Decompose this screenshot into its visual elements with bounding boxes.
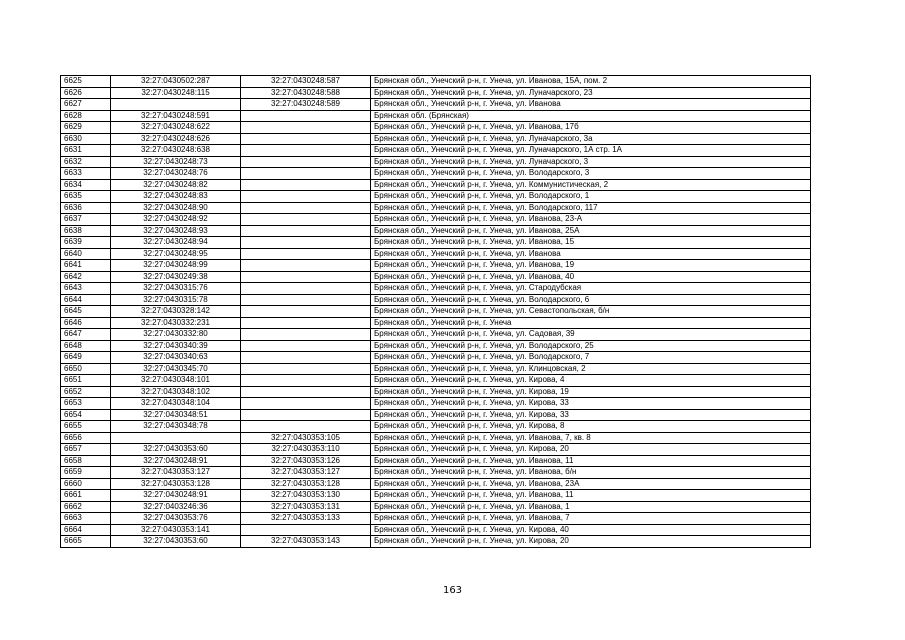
cadastral-number-cell: 32:27:0430348:102 [111, 386, 241, 398]
cadastral-number-cell: 32:27:0430345:70 [111, 363, 241, 375]
cadastral-number-cell: 32:27:0430315:78 [111, 294, 241, 306]
cadastral-registry-table [60, 75, 811, 548]
row-number-cell: 6662 [61, 501, 111, 513]
related-cadastral-number-cell [241, 409, 371, 421]
table-row [61, 352, 811, 364]
row-number-cell: 6644 [61, 294, 111, 306]
table-row [61, 375, 811, 387]
row-number-cell: 6630 [61, 133, 111, 145]
related-cadastral-number-cell [241, 294, 371, 306]
cadastral-number-cell: 32:27:0430353:60 [111, 444, 241, 456]
related-cadastral-number-cell: 32:27:0430353:128 [241, 478, 371, 490]
table-row [61, 536, 811, 548]
related-cadastral-number-cell [241, 122, 371, 134]
related-cadastral-number-cell [241, 168, 371, 180]
row-number-cell: 6660 [61, 478, 111, 490]
row-number-cell: 6651 [61, 375, 111, 387]
table-row [61, 409, 811, 421]
cadastral-number-cell: 32:27:0430348:78 [111, 421, 241, 433]
row-number-cell: 6634 [61, 179, 111, 191]
address-cell: Брянская обл., Унечский р-н, г. Унеча, ул. Клинцовская, 2 [371, 363, 811, 375]
cadastral-number-cell: 32:27:0430248:93 [111, 225, 241, 237]
address-cell: Брянская обл., Унечский р-н, г. Унеча, ул. Володарского, 1 [371, 191, 811, 203]
related-cadastral-number-cell: 32:27:0430353:143 [241, 536, 371, 548]
table-row [61, 478, 811, 490]
row-number-cell: 6637 [61, 214, 111, 226]
table-row [61, 306, 811, 318]
table-row [61, 76, 811, 88]
related-cadastral-number-cell [241, 237, 371, 249]
row-number-cell: 6632 [61, 156, 111, 168]
cadastral-number-cell: 32:27:0430353:141 [111, 524, 241, 536]
related-cadastral-number-cell [241, 260, 371, 272]
address-cell: Брянская обл., Унечский р-н, г. Унеча, ул. Луначарского, 3 [371, 156, 811, 168]
table-row [61, 110, 811, 122]
cadastral-number-cell: 32:27:0430332:231 [111, 317, 241, 329]
related-cadastral-number-cell [241, 271, 371, 283]
cadastral-number-cell: 32:27:0430348:104 [111, 398, 241, 410]
address-cell: Брянская обл., Унечский р-н, г. Унеча, ул. Иванова, 25А [371, 225, 811, 237]
row-number-cell: 6654 [61, 409, 111, 421]
cadastral-number-cell: 32:27:0430315:76 [111, 283, 241, 295]
table-row [61, 191, 811, 203]
registry-table-body [61, 76, 811, 548]
related-cadastral-number-cell [241, 191, 371, 203]
cadastral-number-cell [111, 99, 241, 111]
row-number-cell: 6628 [61, 110, 111, 122]
table-row [61, 271, 811, 283]
row-number-cell: 6657 [61, 444, 111, 456]
related-cadastral-number-cell [241, 386, 371, 398]
address-cell: Брянская обл., Унечский р-н, г. Унеча, ул. Садовая, 39 [371, 329, 811, 341]
address-cell: Брянская обл., Унечский р-н, г. Унеча, ул. Иванова, 15 [371, 237, 811, 249]
related-cadastral-number-cell: 32:27:0430353:110 [241, 444, 371, 456]
address-cell: Брянская обл., Унечский р-н, г. Унеча, ул. Иванова, 11 [371, 455, 811, 467]
related-cadastral-number-cell: 32:27:0430353:133 [241, 513, 371, 525]
cadastral-number-cell: 32:27:0430328:142 [111, 306, 241, 318]
table-row [61, 467, 811, 479]
row-number-cell: 6635 [61, 191, 111, 203]
related-cadastral-number-cell [241, 421, 371, 433]
cadastral-number-cell: 32:27:0430248:94 [111, 237, 241, 249]
table-row [61, 225, 811, 237]
cadastral-number-cell [111, 432, 241, 444]
table-row [61, 444, 811, 456]
cadastral-number-cell: 32:27:0430248:90 [111, 202, 241, 214]
table-row [61, 501, 811, 513]
table-row [61, 513, 811, 525]
table-row [61, 145, 811, 157]
row-number-cell: 6647 [61, 329, 111, 341]
row-number-cell: 6658 [61, 455, 111, 467]
row-number-cell: 6646 [61, 317, 111, 329]
table-row [61, 237, 811, 249]
related-cadastral-number-cell [241, 398, 371, 410]
cadastral-number-cell: 32:27:0430340:39 [111, 340, 241, 352]
related-cadastral-number-cell: 32:27:0430353:131 [241, 501, 371, 513]
address-cell: Брянская обл., Унечский р-н, г. Унеча, ул. Иванова [371, 248, 811, 260]
row-number-cell: 6626 [61, 87, 111, 99]
table-row [61, 248, 811, 260]
table-row [61, 363, 811, 375]
related-cadastral-number-cell [241, 248, 371, 260]
address-cell: Брянская обл., Унечский р-н, г. Унеча, ул. Кирова, 40 [371, 524, 811, 536]
row-number-cell: 6638 [61, 225, 111, 237]
related-cadastral-number-cell [241, 225, 371, 237]
address-cell: Брянская обл., Унечский р-н, г. Унеча, ул. Володарского, 3 [371, 168, 811, 180]
address-cell: Брянская обл., Унечский р-н, г. Унеча, ул. Кирова, 20 [371, 444, 811, 456]
address-cell: Брянская обл., Унечский р-н, г. Унеча, ул. Иванова, 23-А [371, 214, 811, 226]
address-cell: Брянская обл., Унечский р-н, г. Унеча, ул. Кирова, 33 [371, 409, 811, 421]
cadastral-number-cell: 32:27:0430348:101 [111, 375, 241, 387]
table-row [61, 398, 811, 410]
cadastral-number-cell: 32:27:0430248:95 [111, 248, 241, 260]
cadastral-number-cell: 32:27:0430248:92 [111, 214, 241, 226]
table-row [61, 283, 811, 295]
row-number-cell: 6655 [61, 421, 111, 433]
row-number-cell: 6664 [61, 524, 111, 536]
row-number-cell: 6636 [61, 202, 111, 214]
table-row [61, 386, 811, 398]
table-row [61, 294, 811, 306]
row-number-cell: 6627 [61, 99, 111, 111]
row-number-cell: 6648 [61, 340, 111, 352]
row-number-cell: 6625 [61, 76, 111, 88]
related-cadastral-number-cell: 32:27:0430353:130 [241, 490, 371, 502]
table-row [61, 524, 811, 536]
related-cadastral-number-cell [241, 340, 371, 352]
related-cadastral-number-cell: 32:27:0430353:126 [241, 455, 371, 467]
table-row [61, 329, 811, 341]
cadastral-number-cell: 32:27:0430502:287 [111, 76, 241, 88]
row-number-cell: 6639 [61, 237, 111, 249]
related-cadastral-number-cell [241, 145, 371, 157]
related-cadastral-number-cell [241, 317, 371, 329]
address-cell: Брянская обл., Унечский р-н, г. Унеча, ул. Кирова, 20 [371, 536, 811, 548]
related-cadastral-number-cell [241, 329, 371, 341]
related-cadastral-number-cell: 32:27:0430353:105 [241, 432, 371, 444]
address-cell: Брянская обл., Унечский р-н, г. Унеча, ул. Севастопольская, б/н [371, 306, 811, 318]
related-cadastral-number-cell: 32:27:0430248:588 [241, 87, 371, 99]
cadastral-number-cell: 32:27:0430248:622 [111, 122, 241, 134]
cadastral-number-cell: 32:27:0430248:626 [111, 133, 241, 145]
cadastral-number-cell: 32:27:0430248:638 [111, 145, 241, 157]
address-cell: Брянская обл., Унечский р-н, г. Унеча, ул. Иванова [371, 99, 811, 111]
cadastral-number-cell: 32:27:0430353:128 [111, 478, 241, 490]
table-row [61, 168, 811, 180]
table-row [61, 340, 811, 352]
address-cell: Брянская обл., Унечский р-н, г. Унеча, ул. Иванова, 40 [371, 271, 811, 283]
related-cadastral-number-cell [241, 352, 371, 364]
related-cadastral-number-cell [241, 375, 371, 387]
address-cell: Брянская обл., Унечский р-н, г. Унеча, ул. Володарского, 117 [371, 202, 811, 214]
cadastral-number-cell: 32:27:0430248:591 [111, 110, 241, 122]
address-cell: Брянская обл., Унечский р-н, г. Унеча, ул. Иванова, б/н [371, 467, 811, 479]
cadastral-number-cell: 32:27:0430248:76 [111, 168, 241, 180]
related-cadastral-number-cell [241, 133, 371, 145]
cadastral-number-cell: 32:27:0430332:80 [111, 329, 241, 341]
related-cadastral-number-cell [241, 202, 371, 214]
row-number-cell: 6653 [61, 398, 111, 410]
table-row [61, 156, 811, 168]
row-number-cell: 6649 [61, 352, 111, 364]
table-row [61, 87, 811, 99]
row-number-cell: 6642 [61, 271, 111, 283]
row-number-cell: 6661 [61, 490, 111, 502]
row-number-cell: 6633 [61, 168, 111, 180]
address-cell: Брянская обл., Унечский р-н, г. Унеча, ул. Луначарского, 1А стр. 1А [371, 145, 811, 157]
cadastral-number-cell: 32:27:0430248:115 [111, 87, 241, 99]
address-cell: Брянская обл., Унечский р-н, г. Унеча, ул. Иванова, 7, кв. 8 [371, 432, 811, 444]
table-row [61, 99, 811, 111]
related-cadastral-number-cell [241, 283, 371, 295]
row-number-cell: 6643 [61, 283, 111, 295]
address-cell: Брянская обл., Унечский р-н, г. Унеча, ул. Иванова, 15А, пом. 2 [371, 76, 811, 88]
row-number-cell: 6656 [61, 432, 111, 444]
address-cell: Брянская обл., Унечский р-н, г. Унеча, ул. Кирова, 4 [371, 375, 811, 387]
row-number-cell: 6650 [61, 363, 111, 375]
related-cadastral-number-cell [241, 110, 371, 122]
address-cell: Брянская обл., Унечский р-н, г. Унеча, ул. Иванова, 23А [371, 478, 811, 490]
table-row [61, 432, 811, 444]
address-cell: Брянская обл., Унечский р-н, г. Унеча, ул. Иванова, 11 [371, 490, 811, 502]
table-row [61, 179, 811, 191]
row-number-cell: 6640 [61, 248, 111, 260]
related-cadastral-number-cell [241, 524, 371, 536]
table-row [61, 122, 811, 134]
row-number-cell: 6663 [61, 513, 111, 525]
related-cadastral-number-cell: 32:27:0430248:587 [241, 76, 371, 88]
row-number-cell: 6665 [61, 536, 111, 548]
cadastral-number-cell: 32:27:0430340:63 [111, 352, 241, 364]
address-cell: Брянская обл., Унечский р-н, г. Унеча, ул. Стародубская [371, 283, 811, 295]
row-number-cell: 6645 [61, 306, 111, 318]
related-cadastral-number-cell [241, 363, 371, 375]
address-cell: Брянская обл., Унечский р-н, г. Унеча [371, 317, 811, 329]
related-cadastral-number-cell [241, 179, 371, 191]
related-cadastral-number-cell [241, 214, 371, 226]
cadastral-number-cell: 32:27:0430248:73 [111, 156, 241, 168]
cadastral-number-cell: 32:27:0430353:76 [111, 513, 241, 525]
address-cell: Брянская обл., Унечский р-н, г. Унеча, ул. Кирова, 8 [371, 421, 811, 433]
cadastral-number-cell: 32:27:0430248:99 [111, 260, 241, 272]
table-row [61, 214, 811, 226]
address-cell: Брянская обл., Унечский р-н, г. Унеча, ул. Коммунистическая, 2 [371, 179, 811, 191]
cadastral-number-cell: 32:27:0430348:51 [111, 409, 241, 421]
table-row [61, 260, 811, 272]
address-cell: Брянская обл., Унечский р-н, г. Унеча, ул. Иванова, 19 [371, 260, 811, 272]
address-cell: Брянская обл., Унечский р-н, г. Унеча, ул. Луначарского, 3а [371, 133, 811, 145]
table-row [61, 455, 811, 467]
address-cell: Брянская обл. (Брянская) [371, 110, 811, 122]
address-cell: Брянская обл., Унечский р-н, г. Унеча, ул. Кирова, 19 [371, 386, 811, 398]
cadastral-number-cell: 32:27:0403246:36 [111, 501, 241, 513]
row-number-cell: 6629 [61, 122, 111, 134]
related-cadastral-number-cell [241, 156, 371, 168]
related-cadastral-number-cell: 32:27:0430248:589 [241, 99, 371, 111]
related-cadastral-number-cell: 32:27:0430353:127 [241, 467, 371, 479]
address-cell: Брянская обл., Унечский р-н, г. Унеча, ул. Володарского, 25 [371, 340, 811, 352]
address-cell: Брянская обл., Унечский р-н, г. Унеча, ул. Кирова, 33 [371, 398, 811, 410]
table-row [61, 133, 811, 145]
related-cadastral-number-cell [241, 306, 371, 318]
address-cell: Брянская обл., Унечский р-н, г. Унеча, ул. Иванова, 7 [371, 513, 811, 525]
address-cell: Брянская обл., Унечский р-н, г. Унеча, ул. Иванова, 17б [371, 122, 811, 134]
cadastral-number-cell: 32:27:0430353:60 [111, 536, 241, 548]
cadastral-number-cell: 32:27:0430248:82 [111, 179, 241, 191]
address-cell: Брянская обл., Унечский р-н, г. Унеча, ул. Володарского, 6 [371, 294, 811, 306]
address-cell: Брянская обл., Унечский р-н, г. Унеча, ул. Володарского, 7 [371, 352, 811, 364]
cadastral-number-cell: 32:27:0430248:91 [111, 455, 241, 467]
cadastral-number-cell: 32:27:0430353:127 [111, 467, 241, 479]
table-row [61, 317, 811, 329]
table-row [61, 421, 811, 433]
address-cell: Брянская обл., Унечский р-н, г. Унеча, ул. Иванова, 1 [371, 501, 811, 513]
row-number-cell: 6641 [61, 260, 111, 272]
row-number-cell: 6631 [61, 145, 111, 157]
row-number-cell: 6659 [61, 467, 111, 479]
cadastral-number-cell: 32:27:0430249:38 [111, 271, 241, 283]
row-number-cell: 6652 [61, 386, 111, 398]
address-cell: Брянская обл., Унечский р-н, г. Унеча, ул. Луначарского, 23 [371, 87, 811, 99]
table-row [61, 490, 811, 502]
table-row [61, 202, 811, 214]
cadastral-number-cell: 32:27:0430248:83 [111, 191, 241, 203]
page-number: 163 [442, 585, 463, 596]
cadastral-number-cell: 32:27:0430248:91 [111, 490, 241, 502]
